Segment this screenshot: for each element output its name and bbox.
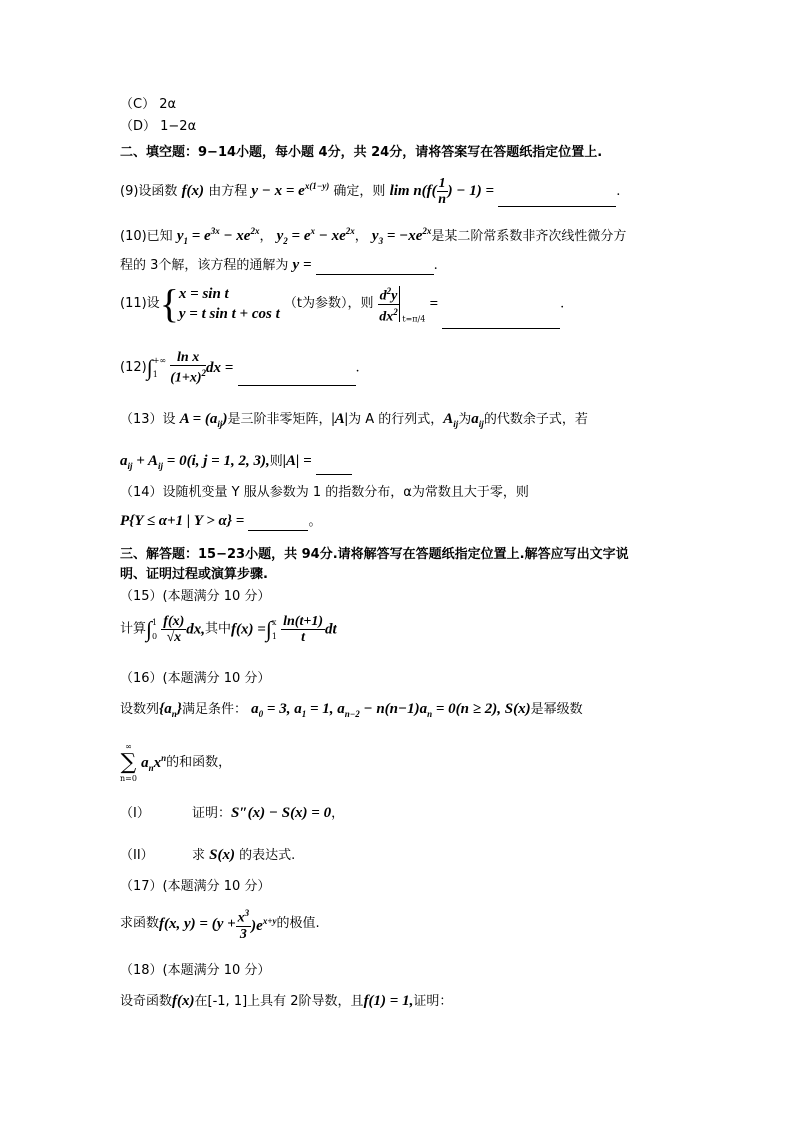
q17-score: （17）(本题满分 10 分） (120, 879, 271, 894)
q11-param: （t为参数），则 (283, 296, 374, 312)
q11: (11)设{ x = sin t y = t sin t + cos t （t为参数），则 $\frac{d^2y}{dx^2}$ $_{t=\pi/4}$ = . (120, 284, 564, 328)
q14-line2: P{Y ≤ α+1 | Y > α} = 。 (120, 513, 322, 529)
q16-sum: ∞ ∑ n=0 $a_nx^n$的和函数， (120, 742, 232, 783)
q15-score: （15）(本题满分 10 分） (120, 589, 271, 604)
q16-i-label: （I） (120, 806, 150, 821)
q9: (9)设函数 f(x) 由方程 $y - x = e^{x(1-y)}$ 确定，则 lim n(f( $\frac{1}{n}$ ) − 1) = . (120, 176, 621, 207)
q10: (10)已知 $y_1 = e^{3x} - xe^{2x}$， $y_2 = e^x - xe^{2x}$， $y_3 = -xe^{2x}$是某二阶常系数非齐次线性微分方 (120, 226, 627, 246)
q15-b: 其中 (205, 621, 232, 637)
q18: 设奇函数f(x)在[-1, 1]上具有 2阶导数，且f(1) = 1,证明： (120, 993, 453, 1009)
q12-answer-blank (238, 371, 356, 386)
q15-a: 计算 (120, 621, 147, 637)
q10-prefix: (10)已知 (120, 229, 173, 244)
q13-e: 的代数余子式，若 (483, 412, 588, 427)
q13-a: （13）设 (120, 412, 176, 427)
section3-heading-2: 明、证明过程或演算步骤. (120, 567, 268, 582)
q12-prefix: (12) (120, 359, 147, 375)
q15: 计算∫ 1 0 $\frac{f(x)}{√x}$ dx,其中f(x) =∫ x 1 $\frac{\ln(t+1)}{t}$ dt (120, 614, 337, 645)
q10-answer-blank (316, 260, 434, 275)
q13-line2: $a_{ij} + A_{ij} = 0(i$, j = 1, 2, 3),则|A| = (120, 452, 352, 475)
section2-heading: 二、填空题：9−14小题，每小题 4分，共 24分，请将答案写在答题纸指定位置上. (120, 145, 603, 160)
q17-a: 求函数 (120, 915, 160, 931)
q12: (12)∫ +∞ 1 $\frac{\text{ln x}}{(1+x)^2}$ dx = . (120, 350, 360, 386)
q13-line2-suffix: 则 (269, 454, 283, 469)
q16-i-text: 证明： (192, 806, 232, 821)
q18-a: 设奇函数 (120, 994, 173, 1009)
option-c-text: （C） 2α (120, 97, 177, 112)
option-c (120, 96, 176, 114)
section3-heading-1: 三、解答题：15−23小题，共 94分.请将解答写在答题纸指定位置上.解答应写出文字说 (120, 547, 629, 562)
q16-sum-suffix: 的和函数， (166, 755, 232, 770)
option-d-text: （D） 1−2α (120, 119, 197, 134)
q9-prefix: (9)设函数 (120, 184, 178, 199)
q14-answer-blank (248, 516, 308, 531)
q16-part-i: （I） 证明：S″(x) − S(x) = 0， (120, 805, 345, 821)
q13-d: 为 (458, 412, 472, 427)
q13: （13）设 $A = (a_{ij})$是三阶非零矩阵，|A|为 A 的行列式，$A_{ij}$为$a_{ij}$的代数余子式，若 (120, 411, 588, 429)
q14-line1: （14）设随机变量 Y 服从参数为 1 的指数分布，α为常数且大于零，则 (120, 485, 529, 500)
q13-b: 是三阶非零矩阵， (227, 412, 332, 427)
q13-answer-blank (316, 460, 352, 475)
q16-a: 设数列 (120, 702, 160, 717)
q16-c: 是幂级数 (530, 702, 583, 717)
q9-mid: 由方程 (208, 184, 248, 199)
q11-answer-blank (442, 314, 560, 329)
q11-prefix: (11)设 (120, 296, 160, 312)
q14-end: 。 (308, 514, 322, 529)
q16-score: （16）(本题满分 10 分） (120, 671, 271, 686)
q17-b: 的极值. (276, 915, 320, 931)
q16-ii-label: （II） (120, 848, 154, 863)
q17: 求函数f(x, y) = (y + $\frac{x^3}{3}$ )$e^{x+y}$的极值. (120, 908, 320, 942)
q16-ii-b: 的表达式. (239, 848, 296, 863)
q16-part-ii: （II） 求 S(x) 的表达式. (120, 847, 296, 863)
q18-b: 在[-1, 1]上具有 2阶导数，且 (194, 994, 364, 1009)
q16-ii-a: 求 (192, 848, 206, 863)
q10-line2-text: 程的 3个解，该方程的通解为 (120, 258, 289, 273)
q13-c: 为 A 的行列式， (348, 412, 444, 427)
q18-c: 证明： (413, 994, 453, 1009)
q16-b: 满足条件： (182, 702, 248, 717)
q10-suffix: 是某二阶常系数非齐次线性微分方 (431, 229, 627, 244)
q10-line2: 程的 3个解，该方程的通解为 y = . (120, 257, 438, 273)
q9-answer-blank (498, 192, 616, 207)
q16: 设数列$\{a_n\}$满足条件： $a_0 = 3$, $a_1 = 1$, $a_{n-2} - n(n-1)a_n = 0(n \ge 2)$, S(x)是幂级数 (120, 701, 583, 719)
option-d (120, 118, 196, 136)
q9-mid2: 确定，则 (333, 184, 386, 199)
q18-score: （18）(本题满分 10 分） (120, 963, 271, 978)
